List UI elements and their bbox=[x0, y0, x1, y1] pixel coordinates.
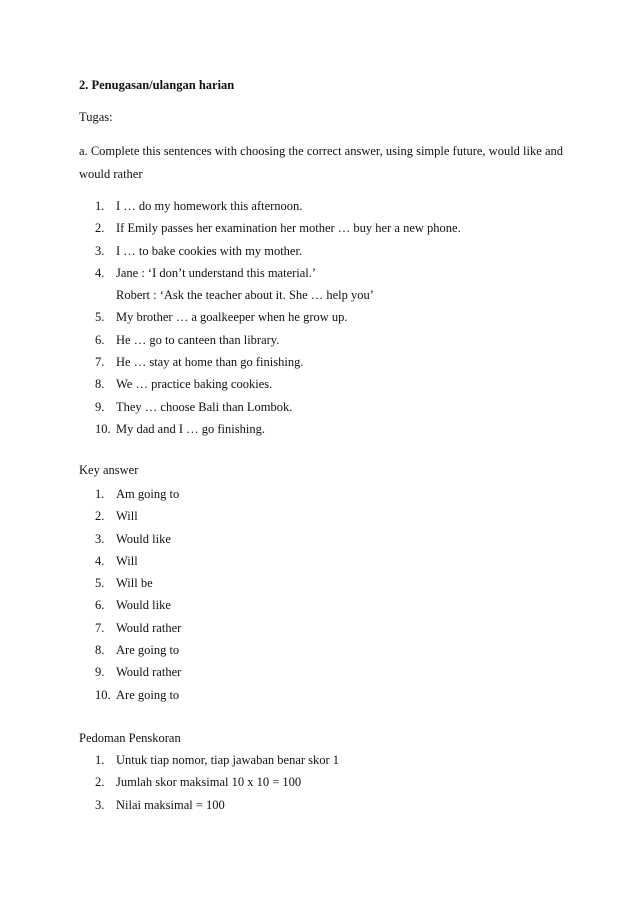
question-text: I … do my homework this afternoon. bbox=[116, 199, 303, 213]
question-text: My dad and I … go finishing. bbox=[116, 421, 265, 436]
instruction-text: a. Complete this sentences with choosing the correct answer, using simple future, would like and would rather bbox=[79, 144, 563, 181]
tugas-label: Tugas: bbox=[79, 110, 113, 124]
answer-text: Will be bbox=[116, 576, 153, 591]
answer-text: Would like bbox=[116, 531, 171, 546]
answer-number: 3. bbox=[95, 531, 105, 546]
question-text: I … to bake cookies with my mother. bbox=[116, 243, 303, 258]
question-text: If Emily passes her examination her mother … buy her a new phone. bbox=[116, 221, 461, 236]
scoring-number: 1. bbox=[95, 753, 105, 767]
question-number: 9. bbox=[95, 399, 105, 414]
answer-number: 10. bbox=[95, 687, 111, 702]
question-text: He … go to canteen than library. bbox=[116, 332, 280, 347]
answer-number: 5. bbox=[95, 576, 105, 591]
question-number: 6. bbox=[95, 332, 105, 347]
question-text: We … practice baking cookies. bbox=[116, 377, 273, 392]
answer-number: 2. bbox=[95, 509, 105, 524]
answer-number: 6. bbox=[95, 598, 105, 613]
scoring-text: Untuk tiap nomor, tiap jawaban benar skor 1 bbox=[116, 753, 340, 767]
question-number: 8. bbox=[95, 377, 105, 392]
answer-number: 8. bbox=[95, 643, 105, 658]
scoring-number: 3. bbox=[95, 797, 105, 812]
question-number: 7. bbox=[95, 355, 105, 370]
question-number: 10. bbox=[95, 421, 111, 436]
scoring-text: Nilai maksimal = 100 bbox=[116, 797, 225, 812]
question-text: Robert : ‘Ask the teacher about it. She … help you’ bbox=[116, 288, 374, 303]
scoring-title: Pedoman Penskoran bbox=[79, 731, 181, 745]
answer-number: 7. bbox=[95, 620, 105, 635]
answer-text: Would like bbox=[116, 598, 171, 613]
key-answer-title: Key answer bbox=[79, 463, 139, 477]
answer-number: 4. bbox=[95, 553, 105, 568]
answer-text: Will bbox=[116, 509, 138, 524]
question-text: My brother … a goalkeeper when he grow up. bbox=[116, 310, 348, 325]
scoring-number: 2. bbox=[95, 775, 105, 790]
answer-text: Will bbox=[116, 553, 138, 568]
question-number: 2. bbox=[95, 221, 105, 236]
answer-text: Are going to bbox=[116, 643, 180, 658]
answer-number: 9. bbox=[95, 665, 105, 680]
scoring-text: Jumlah skor maksimal 10 x 10 = 100 bbox=[116, 775, 302, 790]
question-number: 4. bbox=[95, 265, 105, 280]
question-text: They … choose Bali than Lombok. bbox=[116, 399, 293, 414]
question-text: He … stay at home than go finishing. bbox=[116, 355, 304, 370]
answer-text: Are going to bbox=[116, 687, 180, 702]
section-title: 2. Penugasan/ulangan harian bbox=[79, 78, 235, 92]
question-text: Jane : ‘I don’t understand this material.’ bbox=[116, 265, 317, 280]
answer-text: Would rather bbox=[116, 665, 182, 680]
answer-text: Am going to bbox=[116, 487, 180, 501]
question-number: 3. bbox=[95, 243, 105, 258]
answer-text: Would rather bbox=[116, 620, 182, 635]
question-number: 5. bbox=[95, 310, 105, 325]
question-number: 1. bbox=[95, 199, 105, 213]
answer-number: 1. bbox=[95, 487, 105, 501]
